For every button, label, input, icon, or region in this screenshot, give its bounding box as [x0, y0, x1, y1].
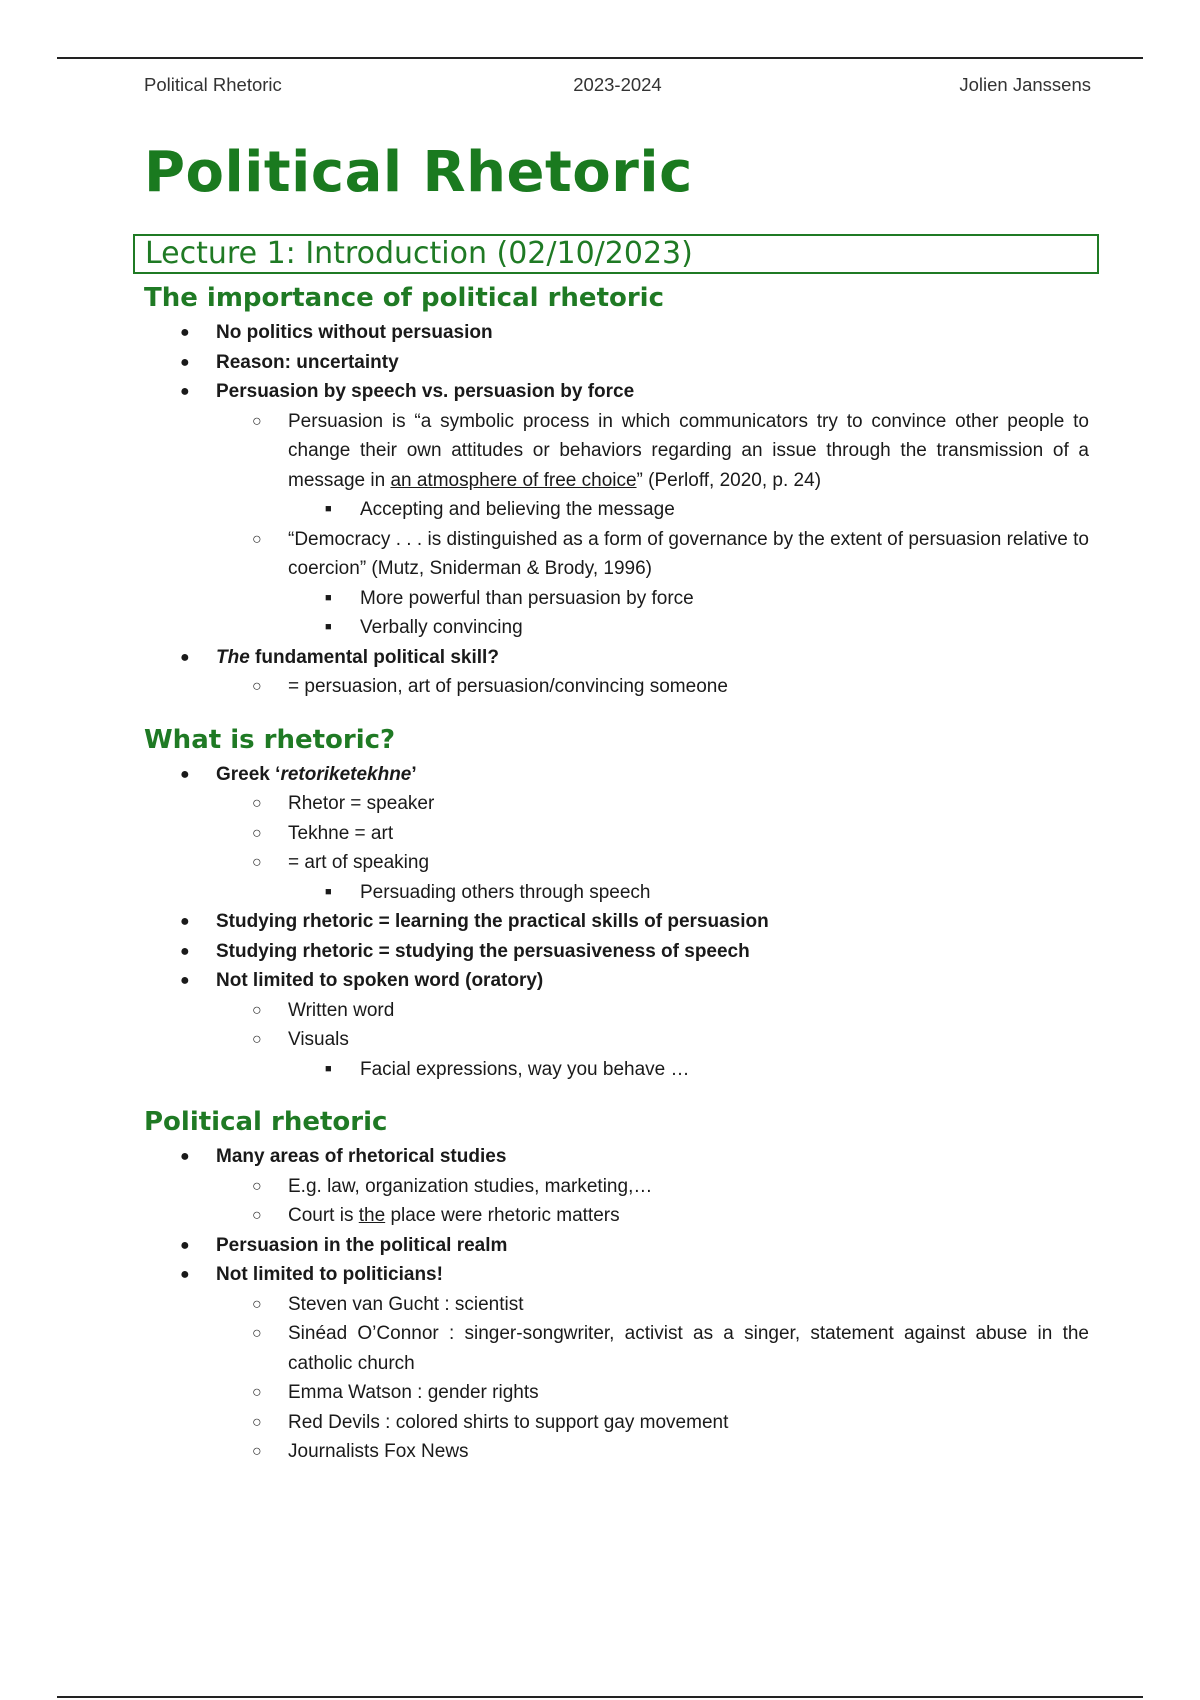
list-item: ○ Tekhne = art [144, 819, 1089, 849]
list-item: ○ Persuasion is “a symbolic process in which communicators try to convince other people to change their own attitudes or behaviors regarding an issue through the transmission of a message in an atmosphere of free choice” (Perloff, 2020, p. 24) [144, 407, 1089, 496]
bullet-square-icon: ■ [325, 885, 332, 898]
list-item: ● Persuasion in the political realm [144, 1231, 1089, 1261]
bullet-disc-icon: ● [180, 972, 190, 989]
page-header [144, 74, 1091, 100]
bullet-circle-icon: ○ [252, 854, 262, 871]
list-item: ● Persuasion by speech vs. persuasion by force [144, 377, 1089, 407]
footer-rule [57, 1696, 1143, 1698]
header-author: Jolien Janssens [959, 74, 1091, 95]
list-item: ● Studying rhetoric = learning the practical skills of persuasion [144, 907, 1089, 937]
bullet-circle-icon: ○ [252, 678, 262, 695]
header-year: 2023-2024 [573, 74, 662, 95]
bullet-disc-icon: ● [180, 913, 190, 930]
bullet-circle-icon: ○ [252, 1384, 262, 1401]
list-item: ● Reason: uncertainty [144, 348, 1089, 378]
list-item: ● Not limited to politicians! [144, 1260, 1089, 1290]
bullet-circle-icon: ○ [252, 1001, 262, 1019]
document-title: Political Rhetoric [144, 140, 693, 205]
header-rule [57, 57, 1143, 59]
list-item: ○ Visuals [144, 1025, 1089, 1055]
list-item: ○ Rhetor = speaker [144, 789, 1089, 819]
list-item: ○ = art of speaking [144, 848, 1089, 878]
what-list [144, 760, 1089, 1085]
list-item: ● The fundamental political skill? [144, 643, 1089, 673]
bullet-square-icon: ■ [325, 503, 332, 515]
list-item: ■ Facial expressions, way you behave … [144, 1055, 1089, 1085]
bullet-circle-icon: ○ [252, 1295, 262, 1313]
bullet-circle-icon: ○ [252, 1177, 262, 1195]
bullet-disc-icon: ● [180, 765, 190, 783]
bullet-circle-icon: ○ [252, 1031, 262, 1048]
bullet-disc-icon: ● [180, 1148, 190, 1165]
bullet-circle-icon: ○ [252, 1325, 262, 1342]
list-item: ■ Persuading others through speech [144, 878, 1089, 908]
section-heading-importance: The importance of political rhetoric [144, 283, 664, 313]
bullet-circle-icon: ○ [252, 530, 262, 548]
bullet-circle-icon: ○ [252, 412, 262, 430]
list-item: ■ Verbally convincing [144, 613, 1089, 643]
importance-list [144, 318, 1089, 702]
list-item: ● Many areas of rhetorical studies [144, 1142, 1089, 1172]
bullet-disc-icon: ● [180, 1236, 190, 1254]
list-item: ■ Accepting and believing the message [144, 495, 1089, 525]
bullet-disc-icon: ● [180, 648, 190, 666]
list-item: ● No politics without persuasion [144, 318, 1089, 348]
bullet-disc-icon: ● [180, 353, 190, 371]
bullet-circle-icon: ○ [252, 1443, 262, 1460]
bullet-square-icon: ■ [325, 591, 332, 604]
document-body [144, 278, 1089, 1467]
list-item: ○ Red Devils : colored shirts to support gay movement [144, 1408, 1089, 1438]
list-item: ● Studying rhetoric = studying the persuasiveness of speech [144, 937, 1089, 967]
list-item: ○ Sinéad O’Connor : singer-songwriter, activist as a singer, statement against abuse in the catholic church [144, 1319, 1089, 1378]
list-item: ○ = persuasion, art of persuasion/convincing someone [144, 672, 1089, 702]
bullet-square-icon: ■ [325, 621, 332, 633]
bullet-disc-icon: ● [180, 324, 190, 341]
list-item: ■ More powerful than persuasion by force [144, 584, 1089, 614]
bullet-disc-icon: ● [180, 942, 190, 960]
header-course: Political Rhetoric [144, 74, 282, 95]
section-heading-what-is-rhetoric: What is rhetoric? [144, 724, 396, 755]
bullet-circle-icon: ○ [252, 824, 262, 842]
list-item: ● Greek ‘retoriketekhne’ [144, 760, 1089, 790]
bullet-circle-icon: ○ [252, 1413, 262, 1431]
bullet-circle-icon: ○ [252, 1207, 262, 1224]
list-item: ○ Journalists Fox News [144, 1437, 1089, 1467]
list-item: ○ “Democracy . . . is distinguished as a form of governance by the extent of persuasion relative to coercion” (Mutz, Sniderman & Brody, 1996) [144, 525, 1089, 584]
list-item: ○ Emma Watson : gender rights [144, 1378, 1089, 1408]
bullet-square-icon: ■ [325, 1062, 332, 1075]
list-item: ○ Written word [144, 996, 1089, 1026]
list-item: ○ Court is the place were rhetoric matters [144, 1201, 1089, 1231]
bullet-disc-icon: ● [180, 383, 190, 400]
bullet-circle-icon: ○ [252, 795, 262, 812]
bullet-disc-icon: ● [180, 1266, 190, 1283]
list-item: ● Not limited to spoken word (oratory) [144, 966, 1089, 996]
lecture-heading: Lecture 1: Introduction (02/10/2023) [133, 234, 1099, 274]
section-heading-political-rhetoric: Political rhetoric [144, 1107, 388, 1137]
political-list [144, 1142, 1089, 1467]
list-item: ○ Steven van Gucht : scientist [144, 1290, 1089, 1320]
list-item: ○ E.g. law, organization studies, marketing,… [144, 1172, 1089, 1202]
